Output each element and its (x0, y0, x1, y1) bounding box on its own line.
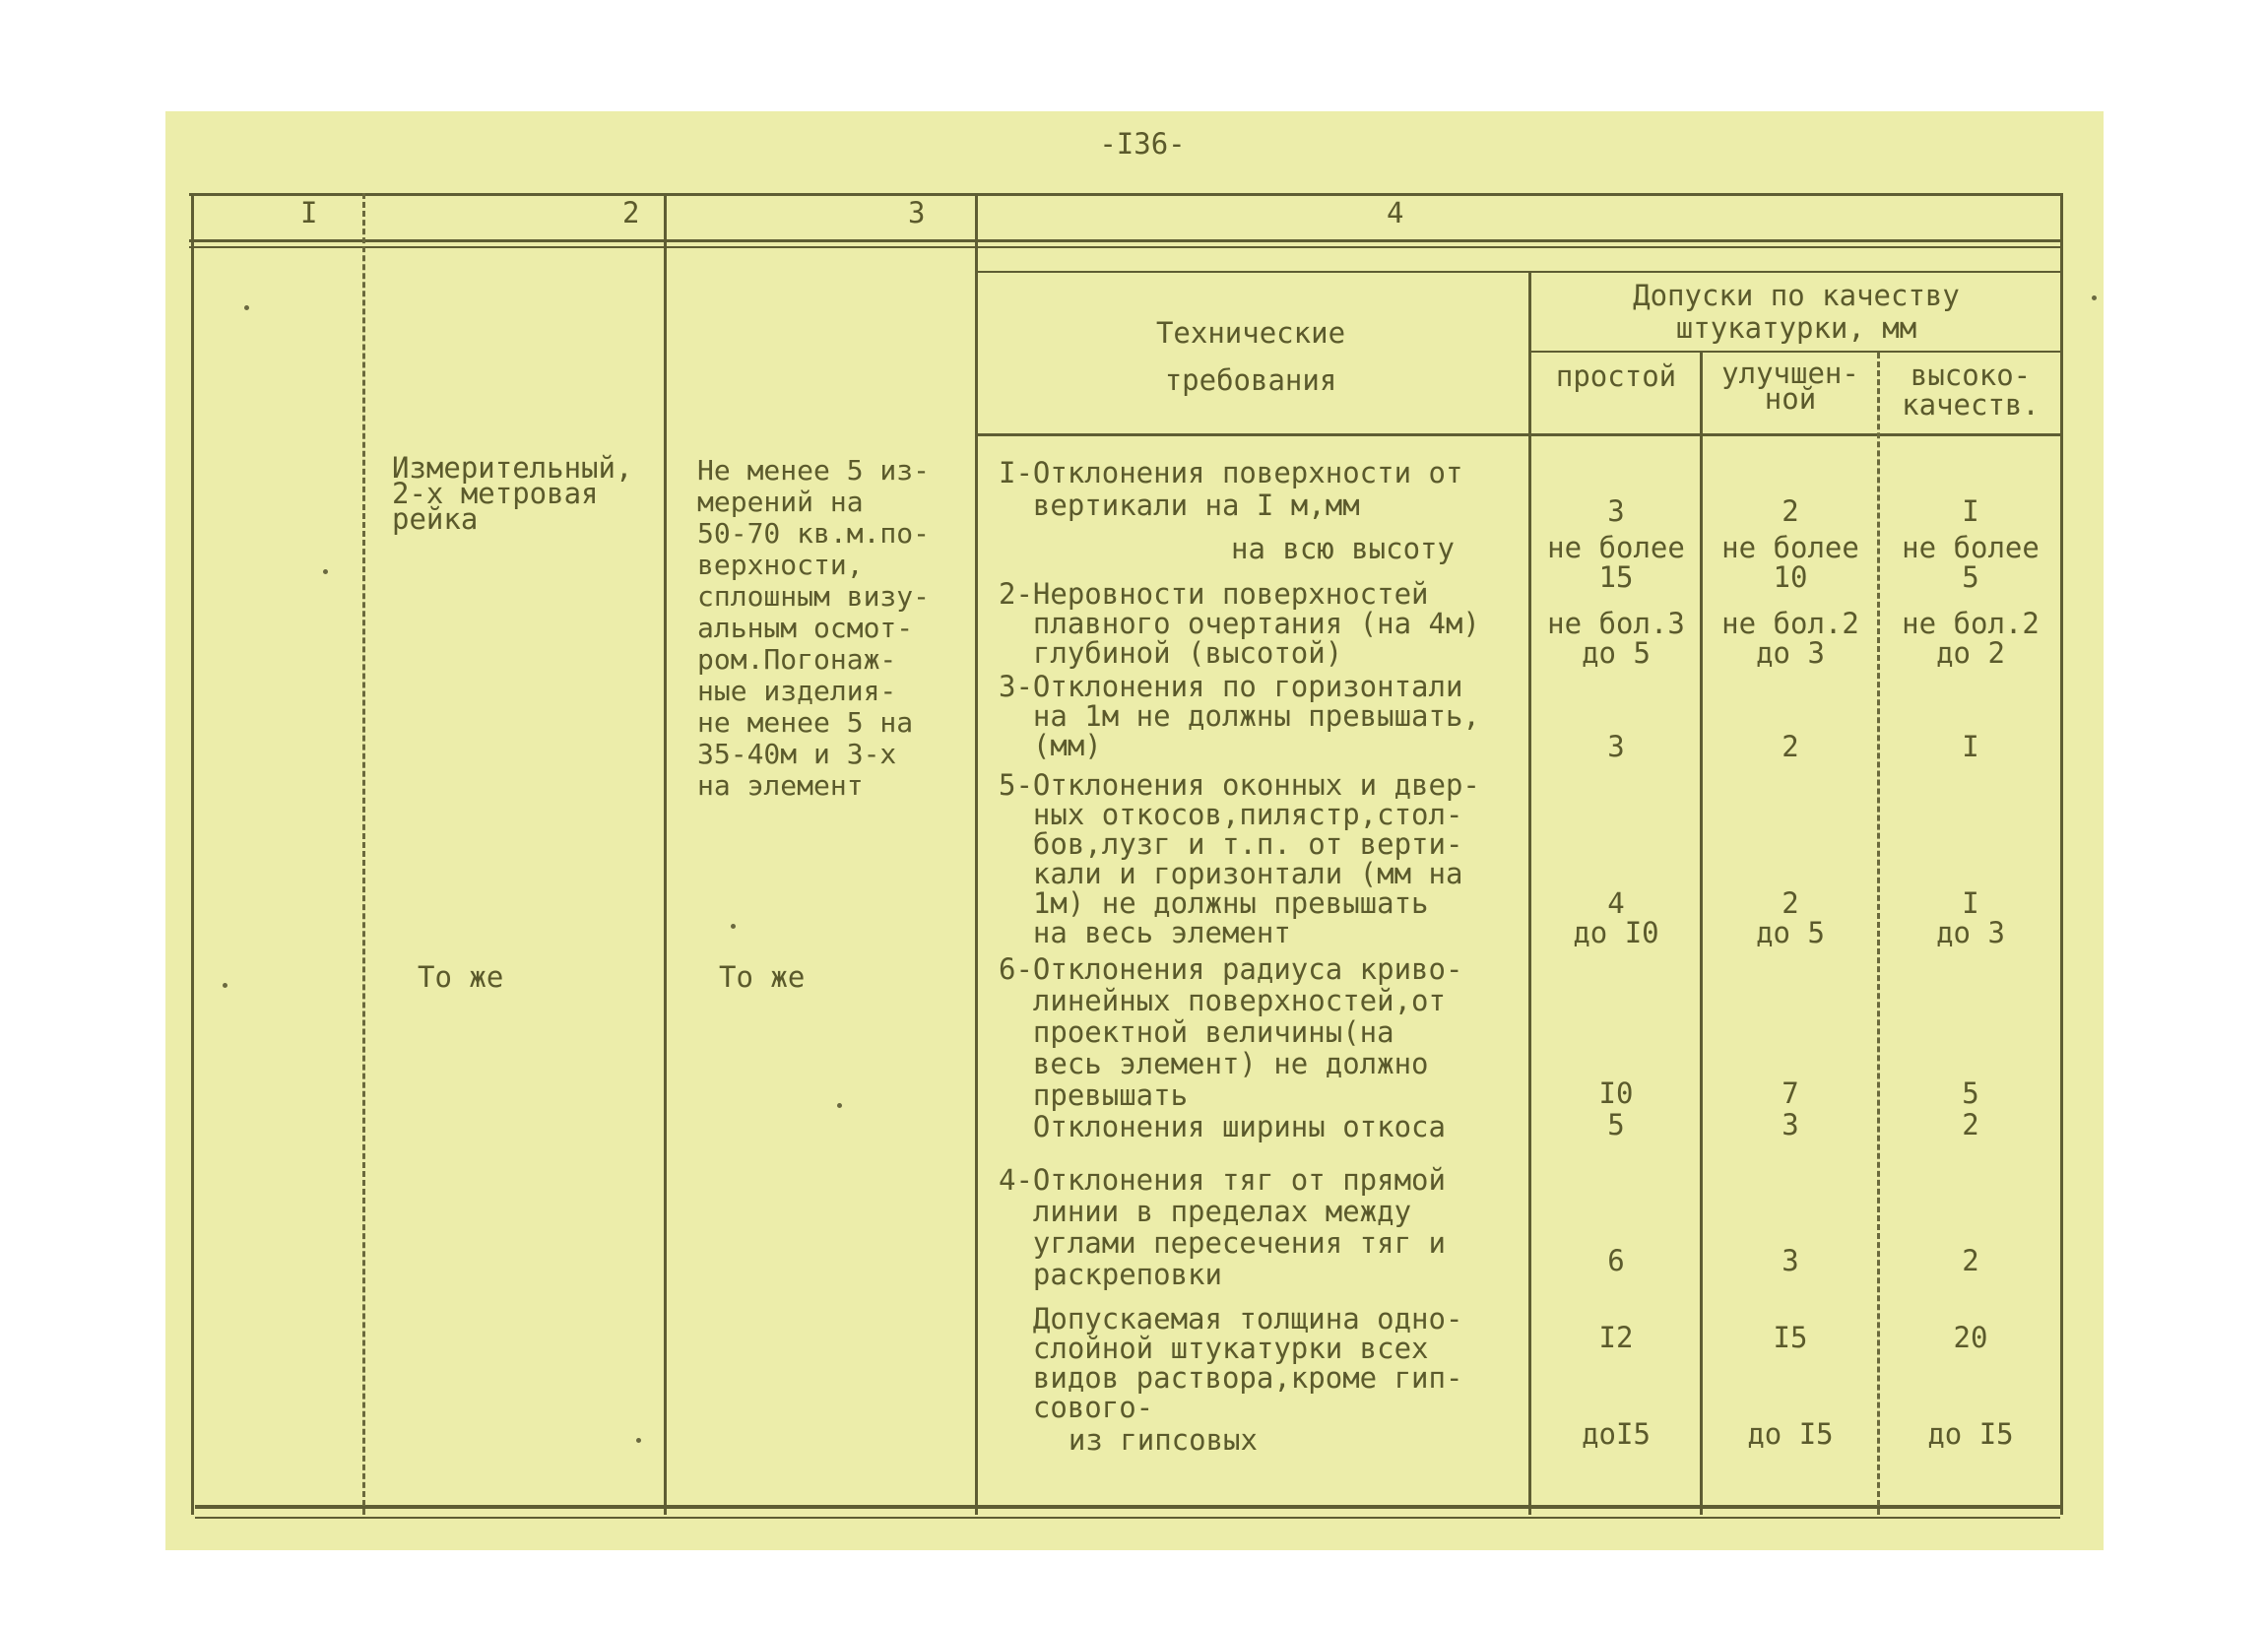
tech-requirements-header: Технические требования (1155, 316, 1346, 397)
requirement-1: I-Отклонения поверхности от вертикали на I м,мм (999, 456, 1463, 522)
value-8-improved: 3 (1782, 1244, 1799, 1277)
value-7-simple: 5 (1607, 1108, 1625, 1141)
column-divider-1 (362, 193, 365, 1515)
value-2-high: не более 5 (1902, 531, 2040, 594)
requirement-5: 5-Отклонения оконных и двер- ных откосов,пилястр,стол- бов,лузг и т.п. от верти- кали и горизонтали (мм на 1м) не должны превышать на весь элемент (999, 768, 1480, 949)
column-number-row-border (189, 239, 2060, 242)
table-bottom-border-2 (195, 1517, 2060, 1519)
grade-high-header: высоко- качеств. (1902, 358, 2040, 422)
value-1-improved: 2 (1782, 494, 1799, 528)
value-9-improved: I5 (1773, 1321, 1808, 1354)
table-bottom-border (195, 1505, 2060, 1509)
value-3-high: не бол.2 до 2 (1902, 607, 2040, 670)
value-10-simple: доI5 (1582, 1417, 1651, 1451)
control-method: Не менее 5 из- мерений на 50-70 кв.м.по- верхности, сплошным визу- альным осмот- ром.Погонаж- ные изделия- не менее 5 на 35-40м и 3-х на элемент (697, 454, 931, 802)
requirement-gypsum: из гипсовых (1034, 1423, 1258, 1457)
value-4-improved: 2 (1782, 730, 1799, 763)
scan-speck (636, 1438, 641, 1443)
value-1-high: I (1962, 494, 1979, 528)
measuring-tool-same: То же (418, 960, 504, 994)
scan-speck (731, 924, 736, 929)
table-left-border (191, 193, 194, 1515)
value-9-simple: I2 (1598, 1321, 1634, 1354)
requirement-4: 4-Отклонения тяг от прямой линии в пределах между углами пересечения тяг и раскреповки (999, 1163, 1446, 1291)
value-8-simple: 6 (1607, 1244, 1625, 1277)
column-number-1: I (300, 196, 318, 229)
value-3-simple: не бол.3 до 5 (1547, 607, 1685, 670)
value-3-improved: не бол.2 до 3 (1721, 607, 1859, 670)
requirement-2: 2-Неровности поверхностей плавного очертания (на 4м) глубиной (высотой) (999, 577, 1480, 670)
column-divider-3 (975, 193, 978, 1515)
requirement-layer-thickness: Допускаемая толщина одно- слойной штукатурки всех видов раствора,кроме гип- сового- (1032, 1302, 1463, 1424)
value-6-high: 5 (1962, 1076, 1979, 1110)
value-10-high: до I5 (1927, 1417, 2014, 1451)
value-4-high: I (1962, 730, 1979, 763)
scan-speck (223, 983, 227, 988)
scan-speck (244, 305, 249, 310)
column-number-2: 2 (622, 196, 640, 229)
value-5-improved: 2 до 5 (1756, 886, 1825, 949)
value-2-simple: не более 15 (1547, 531, 1685, 594)
tolerance-divider (1528, 271, 1531, 1515)
table-right-border (2060, 193, 2063, 1515)
control-method-same: То же (719, 960, 806, 994)
value-8-high: 2 (1962, 1244, 1979, 1277)
grade-divider-2 (1877, 353, 1880, 1515)
column-number-4: 4 (1387, 196, 1404, 229)
grade-divider-1 (1700, 353, 1703, 1515)
requirement-3: 3-Отклонения по горизонтали на 1м не должны превышать, (мм) (999, 670, 1480, 762)
tolerances-header: Допуски по качеству штукатурки, мм (1633, 279, 1960, 345)
requirement-slope-width: Отклонения ширины откоса (999, 1110, 1446, 1143)
requirement-1-full-height: на всю высоту (1231, 532, 1455, 565)
value-9-high: 20 (1953, 1321, 1988, 1354)
header-inner-line (977, 271, 2060, 273)
grade-simple-header: простой (1555, 359, 1677, 393)
value-6-simple: I0 (1598, 1076, 1634, 1110)
scan-speck (2092, 295, 2097, 300)
value-10-improved: до I5 (1747, 1417, 1834, 1451)
requirement-6: 6-Отклонения радиуса криво- линейных поверхностей,от проектной величины(на весь элемент) не должно превышать (999, 952, 1463, 1112)
tolerance-title-line (1528, 351, 2060, 353)
value-1-simple: 3 (1607, 494, 1625, 528)
table-top-border (189, 193, 2060, 196)
value-4-simple: 3 (1607, 730, 1625, 763)
value-2-improved: не более 10 (1721, 531, 1859, 594)
scan-speck (323, 569, 328, 574)
column-number-3: 3 (908, 196, 926, 229)
value-6-improved: 7 (1782, 1076, 1799, 1110)
header-bottom-line (977, 433, 2060, 436)
measuring-tool: Измерительный, 2-х метровая рейка (392, 451, 633, 536)
page-number: -I36- (1099, 127, 1186, 161)
column-number-row-border-2 (189, 246, 2060, 248)
column-divider-2 (664, 193, 667, 1515)
value-7-improved: 3 (1782, 1108, 1799, 1141)
grade-improved-header: улучшен- ной (1721, 357, 1859, 416)
scan-speck (837, 1103, 842, 1108)
value-5-high: I до 3 (1936, 886, 2005, 949)
value-5-simple: 4 до I0 (1573, 886, 1659, 949)
value-7-high: 2 (1962, 1108, 1979, 1141)
